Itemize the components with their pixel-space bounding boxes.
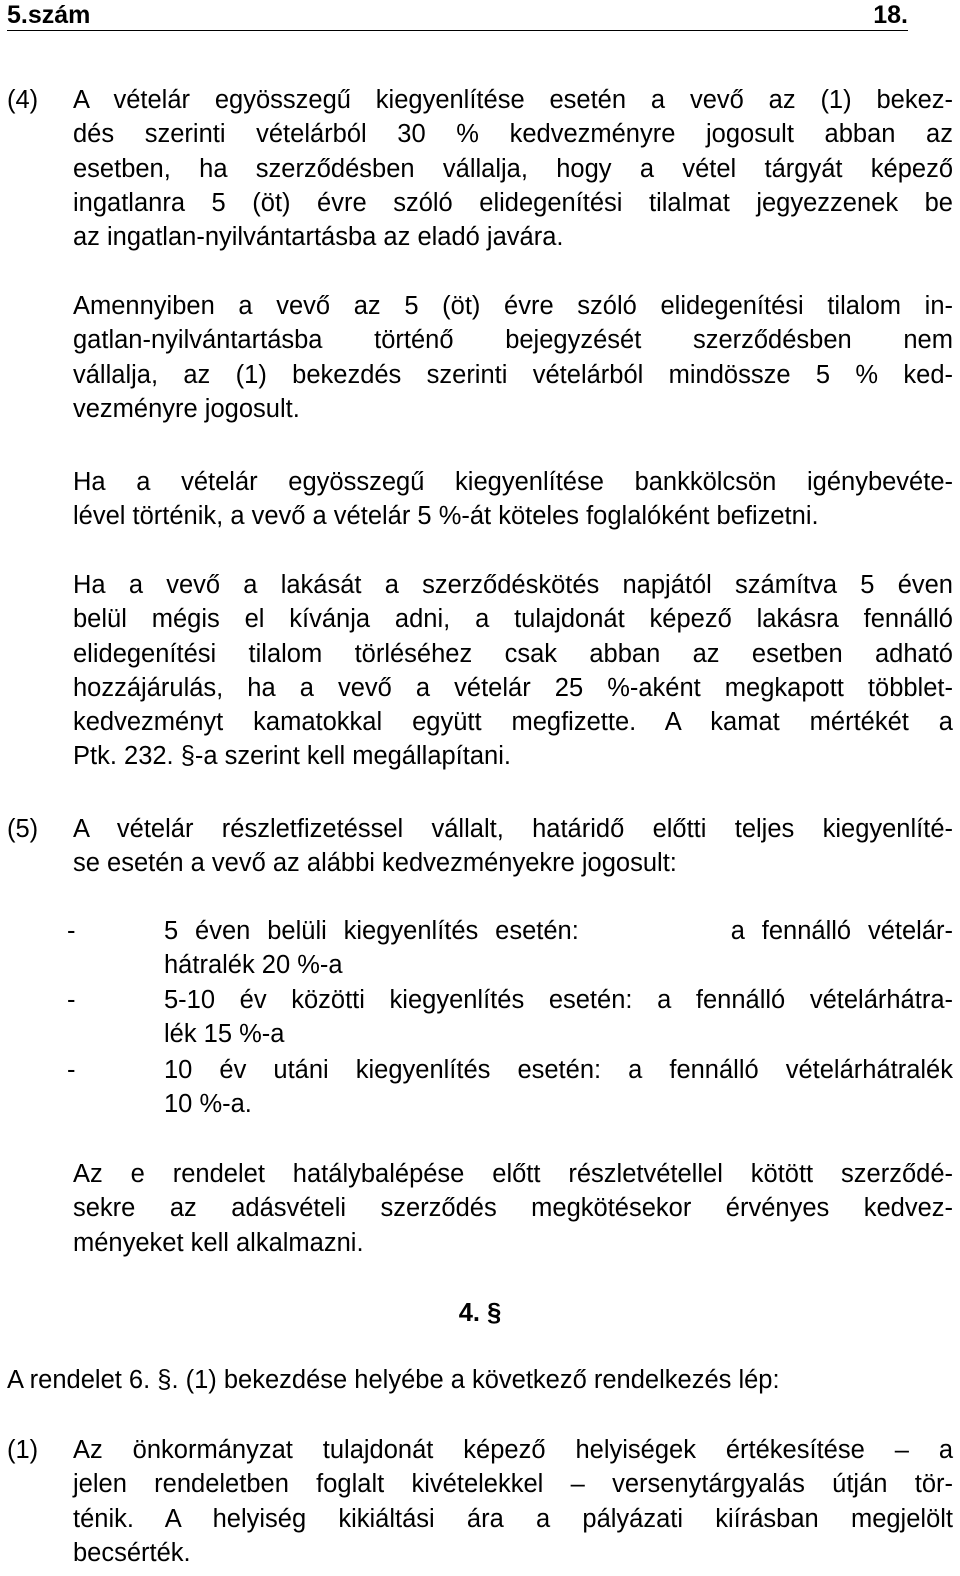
bullet-item-5-10-years (164, 983, 953, 1052)
text-line: Amennyiben a vevő az 5 (öt) évre szóló elidegenítési tilalom in- (73, 292, 953, 320)
text-line: Az e rendelet hatálybalépése előtt részletvétellel kötött szerződé- (73, 1160, 953, 1188)
text-line: lék 15 %-a (164, 1020, 285, 1049)
bullet-dash: - (67, 986, 76, 1014)
text-line: Ptk. 232. §-a szerint kell megállapítani. (73, 742, 511, 771)
text-line: jelen rendeletben foglalt kivételekkel – versenytárgyalás útján tör- (73, 1470, 953, 1499)
amendment-intro: A rendelet 6. §. (1) bekezdése helyébe a következő rendelkezés lép: (7, 1366, 780, 1394)
text-line: ingatlanra 5 (öt) évre szóló elidegenítési tilalmat jegyezzenek be (73, 188, 953, 217)
bullet-dash: - (67, 1056, 76, 1084)
bullet-item-5-years (164, 914, 953, 983)
text-line: 5 éven belüli kiegyenlítés esetén: a fennálló vételár- (164, 917, 953, 945)
paragraph-1-main (73, 1433, 953, 1570)
text-line: 10 év utáni kiegyenlítés esetén: a fennálló vételárhátralék (164, 1056, 953, 1084)
paragraph-label-5: (5) (7, 815, 39, 843)
paragraph-label-4: (4) (7, 86, 39, 114)
paragraph-4-bank-loan (73, 465, 953, 534)
text-line: lével történik, a vevő a vételár 5 %-át köteles foglalóként befizetni. (73, 502, 819, 531)
bullet-dash: - (67, 917, 76, 945)
text-line: Ha a vevő a lakását a szerződéskötés napjától számítva 5 éven (73, 571, 953, 599)
paragraph-4-main (73, 83, 953, 254)
paragraph-4-reduced-discount (73, 289, 953, 426)
text-line: dés szerinti vételárból 30 % kedvezményre jogosult abban az (73, 120, 953, 149)
text-line: esetben, ha szerződésben vállalja, hogy a vétel tárgyát képező (73, 154, 953, 183)
text-line: Ha a vételár egyösszegű kiegyenlítése bankkölcsön igénybevéte- (73, 468, 953, 496)
paragraph-label-1: (1) (7, 1436, 39, 1464)
bullet-item-10-years (164, 1053, 953, 1122)
issue-number: 5.szám (7, 1, 91, 29)
text-line: Az önkormányzat tulajdonát képező helyiségek értékesítése – a (73, 1436, 953, 1464)
text-line: vállalja, az (1) bekezdés szerinti vételárból mindössze 5 % ked- (73, 360, 953, 389)
text-line: az ingatlan-nyilvántartásba az eladó javára. (73, 223, 564, 252)
text-line: A vételár részletfizetéssel vállalt, határidő előtti teljes kiegyenlíté- (73, 815, 953, 843)
text-line: ténik. A helyiség kikiáltási ára a pályázati kiírásban megjelölt (73, 1504, 953, 1533)
text-line: vezményre jogosult. (73, 394, 300, 423)
text-line: 5-10 év közötti kiegyenlítés esetén: a fennálló vételárhátra- (164, 986, 953, 1014)
text-line: elidegenítési tilalom törléséhez csak abban az esetben adható (73, 639, 953, 668)
text-line: belül mégis el kívánja adni, a tulajdonát képező lakásra fennálló (73, 605, 953, 634)
text-line: kedvezményt kamatokkal együtt megfizette. A kamat mértékét a (73, 708, 953, 737)
paragraph-5-transitional (73, 1157, 953, 1260)
text-line: 10 %-a. (164, 1090, 252, 1119)
text-line: hozzájárulás, ha a vevő a vételár 25 %-aként megkapott többlet- (73, 673, 953, 702)
text-line: ményeket kell alkalmazni. (73, 1228, 364, 1257)
section-heading: 4. § (458, 1299, 502, 1327)
paragraph-4-resale (73, 568, 953, 774)
page-number: 18. (873, 1, 908, 29)
text-line: sekre az adásvételi szerződés megkötésekor érvényes kedvez- (73, 1194, 953, 1223)
text-line: A vételár egyösszegű kiegyenlítése esetén a vevő az (1) bekez- (73, 86, 953, 114)
text-line: se esetén a vevő az alábbi kedvezményekre jogosult: (73, 849, 677, 878)
text-line: becsérték. (73, 1538, 191, 1567)
text-line: gatlan-nyilvántartásba történő bejegyzését szerződésben nem (73, 326, 953, 355)
page-header (7, 0, 908, 31)
text-line: hátralék 20 %-a (164, 951, 343, 980)
paragraph-5-main (73, 812, 953, 881)
